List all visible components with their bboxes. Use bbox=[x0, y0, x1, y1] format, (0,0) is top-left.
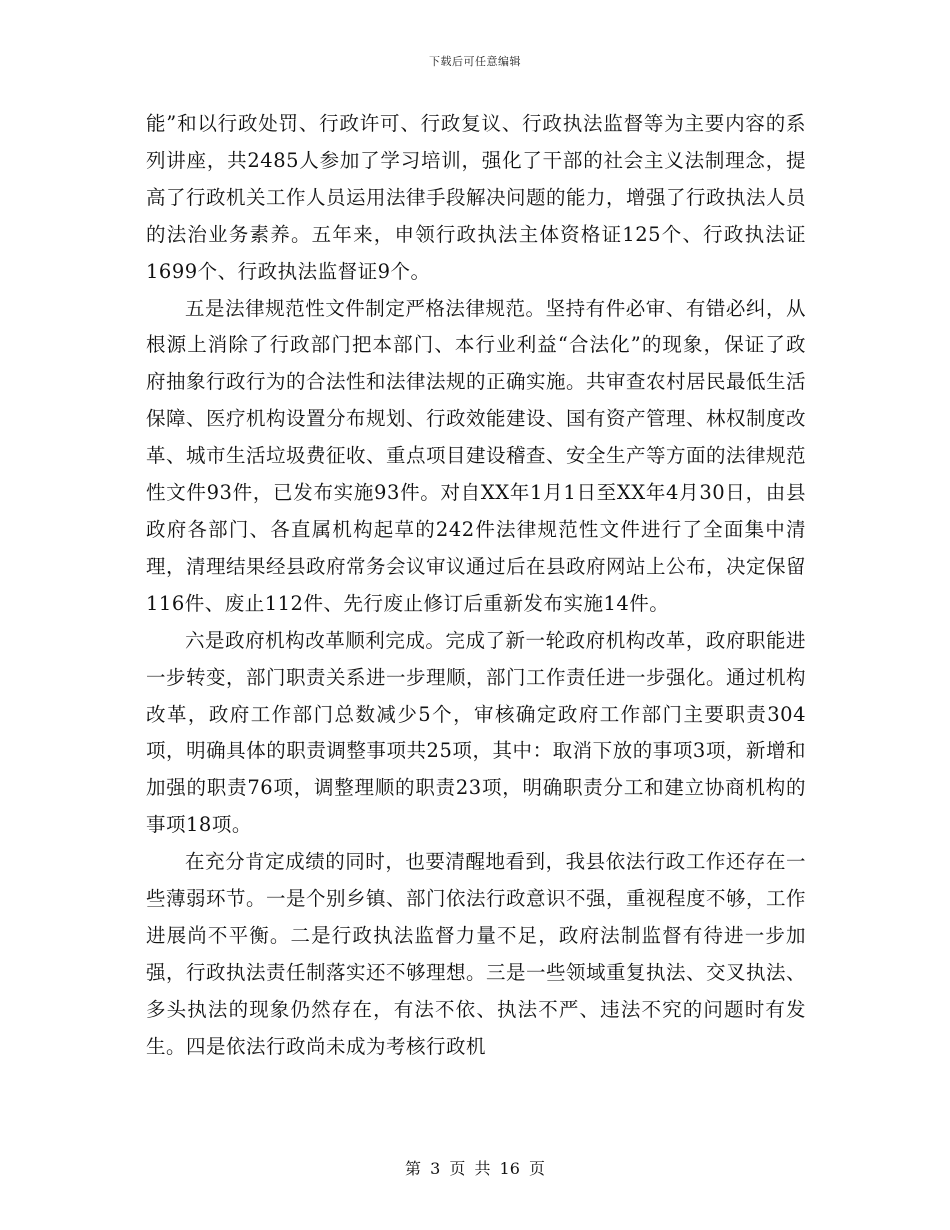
paragraph-4: 在充分肯定成绩的同时，也要清醒地看到，我县依法行政工作还存在一些薄弱环节。一是个别乡镇、部门依法行政意识不强，重视程度不够，工作进展尚不平衡。二是行政执法监督力量不足，政府法制监督有待进一步加强，行政执法责任制落实还不够理想。三是一些领域重复执法、交叉执法、多头执法的现象仍然存在，有法不依、执法不严、违法不究的问题时有发生。四是依法行政尚未成为考核行政机 bbox=[146, 850, 807, 1058]
paragraph-1: 能”和以行政处罚、行政许可、行政复议、行政执法监督等为主要内容的系列讲座，共2485人参加了学习培训，强化了干部的社会主义法制理念，提高了行政机关工作人员运用法律手段解决问题的能力，增强了行政执法人员的法治业务素养。五年来，申领行政执法主体资格证125个、行政执法证1699个、行政执法监督证9个。 bbox=[146, 112, 807, 283]
paragraph-3: 六是政府机构改革顺利完成。完成了新一轮政府机构改革，政府职能进一步转变，部门职责关系进一步理顺，部门工作责任进一步强化。通过机构改革，政府工作部门总数减少5个，审核确定政府工作部门主要职责304项，明确具体的职责调整事项共25项，其中：取消下放的事项3项，新增和加强的职责76项，调整理顺的职责23项，明确职责分工和建立协商机构的事项18项。 bbox=[146, 628, 807, 837]
document-body bbox=[146, 106, 806, 1066]
page-header: 下载后可任意编辑 bbox=[429, 55, 521, 68]
paragraph-2: 五是法律规范性文件制定严格法律规范。坚持有件必审、有错必纠，从根源上消除了行政部门把本部门、本行业利益“合法化”的现象，保证了政府抽象行政行为的合法性和法律法规的正确实施。共审查农村居民最低生活保障、医疗机构设置分布规划、行政效能建设、国有资产管理、林权制度改革、城市生活垃圾费征收、重点项目建设稽查、安全生产等方面的法律规范性文件93件，已发布实施93件。对自XX年1月1日至XX年4月30日，由县政府各部门、各直属机构起草的242件法律规范性文件进行了全面集中清理，清理结果经县政府常务会议审议通过后在县政府网站上公布，决定保留116件、废止112件、先行废止修订后重新发布实施14件。 bbox=[146, 296, 807, 615]
page-footer: 第 3 页 共 16 页 bbox=[405, 1159, 545, 1178]
